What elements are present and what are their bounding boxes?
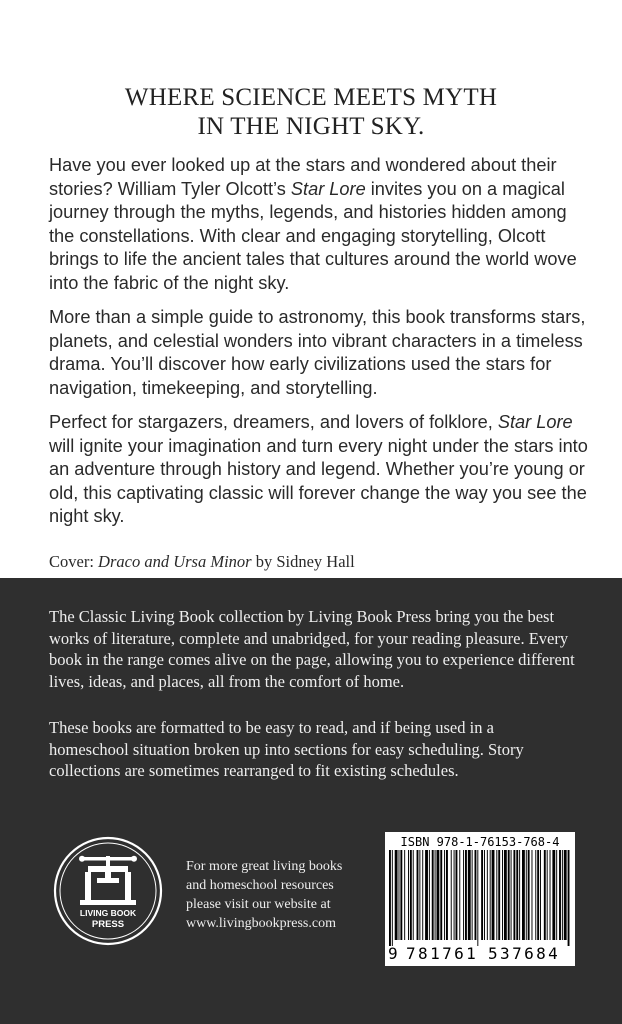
- barcode-bar: [492, 850, 495, 940]
- barcode-bar: [502, 850, 503, 940]
- barcode-bar: [513, 850, 515, 940]
- barcode-bar: [516, 850, 518, 940]
- publisher-paragraph-1: The Classic Living Book collection by Living Book Press bring you the best works of literature, complete and unabridged, for your reading pleasure. Every book in the range comes alive on the page, allowing you to experience different lives, ideas, and places, all from the comfort of home.: [49, 607, 575, 691]
- barcode-bar: [526, 850, 527, 940]
- barcode-bar: [477, 850, 478, 946]
- barcode-bar: [389, 850, 391, 946]
- barcode-bar: [432, 850, 434, 940]
- barcode-digits-left: 781761: [406, 944, 479, 963]
- barcode-bar: [459, 850, 460, 940]
- barcode-bar: [408, 850, 409, 940]
- living-book-press-logo: [53, 836, 163, 946]
- promo-line-1: For more great living books: [186, 859, 343, 874]
- barcode-bar: [429, 850, 430, 940]
- barcode-bar: [532, 850, 533, 940]
- barcode-bar: [392, 850, 393, 946]
- description-paragraph-3: Perfect for stargazers, dreamers, and lovers of folklore, Star Lore will ignite your imagination and turn every night under the stars into an adventure through history and legend. Whether you’re young or old, this captivating classic will forever change the way you see the night sky.: [49, 412, 588, 527]
- barcode-bar: [535, 850, 536, 940]
- cover-artwork-title: Draco and Ursa Minor: [98, 552, 252, 571]
- barcode-bars: [389, 850, 571, 946]
- headline-line-1: WHERE SCIENCE MEETS MYTH: [124, 84, 498, 111]
- barcode-bar: [481, 850, 483, 940]
- website-promo: [186, 857, 342, 933]
- description-paragraph-2: More than a simple guide to astronomy, this book transforms stars, planets, and celestial wonders into vibrant characters in a timeless drama. You’ll discover how early civilizations used the stars for navigation, timekeeping, and storytelling.: [49, 307, 586, 398]
- barcode-bar: [484, 850, 485, 940]
- barcode-bar: [444, 850, 445, 940]
- description-paragraph-1: Have you ever looked up at the stars and wondered about their stories? William Tyler Olcott’s Star Lore invites you on a magical journey through the myths, legends, and histories hidden among the constellations. With clear and engaging storytelling, Olcott brings to life the ancient tales that cultures around the world wove into the fabric of the night sky.: [49, 155, 577, 293]
- barcode-bar: [417, 850, 419, 940]
- barcode-bar: [537, 850, 539, 940]
- barcode-bar: [465, 850, 467, 940]
- publisher-paragraph-2: These books are formatted to be easy to read, and if being used in a homeschool situation broken up into sections for easy scheduling. Story collections are sometimes rearranged to fit existing schedules.: [49, 718, 524, 780]
- barcode-bar: [472, 850, 473, 940]
- barcode-bar: [437, 850, 440, 940]
- barcode-bar: [451, 850, 452, 940]
- barcode-bar: [487, 850, 488, 940]
- barcode-bar: [425, 850, 428, 940]
- barcode-bar: [400, 850, 402, 940]
- barcode-digits-right: 537684: [488, 944, 561, 963]
- barcode-bar: [435, 850, 436, 940]
- barcode-bar: [468, 850, 471, 940]
- book-title-italic: Star Lore: [497, 412, 573, 432]
- barcode-bar: [446, 850, 448, 940]
- barcode-bar: [562, 850, 563, 940]
- barcode-bar: [544, 850, 546, 940]
- barcode-bar: [413, 850, 414, 940]
- barcode-bar: [547, 850, 548, 940]
- barcode-bar: [410, 850, 412, 940]
- promo-website-url: www.livingbookpress.com: [186, 916, 336, 931]
- barcode-bar: [422, 850, 423, 940]
- barcode-bar: [504, 850, 507, 940]
- barcode-bar: [511, 850, 512, 940]
- barcode-bar: [528, 850, 530, 940]
- barcode-digit-first: 9: [388, 944, 398, 963]
- isbn-barcode: [385, 832, 575, 966]
- barcode-bar: [475, 850, 477, 940]
- barcode-bar: [440, 850, 442, 940]
- barcode-bar: [522, 850, 525, 940]
- logo-text-line-2: PRESS: [91, 919, 125, 930]
- barcode-bar: [559, 850, 561, 940]
- promo-line-2: and homeschool resources: [186, 878, 334, 893]
- headline-line-2: IN THE NIGHT SKY.: [197, 113, 425, 140]
- barcode-bar: [395, 850, 398, 940]
- barcode-bar: [564, 850, 567, 940]
- barcode-bar: [508, 850, 510, 940]
- barcode-bar: [519, 850, 520, 940]
- barcode-bar: [463, 850, 464, 940]
- cover-credit: Cover: Draco and Ursa Minor by Sidney Hall: [49, 552, 355, 571]
- barcode-bar: [568, 850, 570, 946]
- barcode-bar: [550, 850, 551, 940]
- logo-text-line-1: LIVING BOOK: [79, 908, 137, 918]
- publisher-section: [0, 578, 622, 1024]
- barcode-bar: [490, 850, 491, 940]
- barcode-bar: [496, 850, 497, 940]
- barcode-bar: [552, 850, 555, 940]
- isbn-label: ISBN 978-1-76153-768-4: [400, 835, 560, 849]
- barcode-bar: [399, 850, 400, 940]
- barcode-bar: [540, 850, 541, 940]
- barcode-bar: [454, 850, 455, 940]
- barcode-bar: [498, 850, 500, 940]
- barcode-bar: [456, 850, 458, 940]
- barcode-bar: [419, 850, 420, 940]
- barcode-bar: [404, 850, 405, 940]
- book-title-italic: Star Lore: [290, 178, 366, 199]
- barcode-bar: [556, 850, 557, 940]
- promo-line-3: please visit our website at: [186, 897, 331, 912]
